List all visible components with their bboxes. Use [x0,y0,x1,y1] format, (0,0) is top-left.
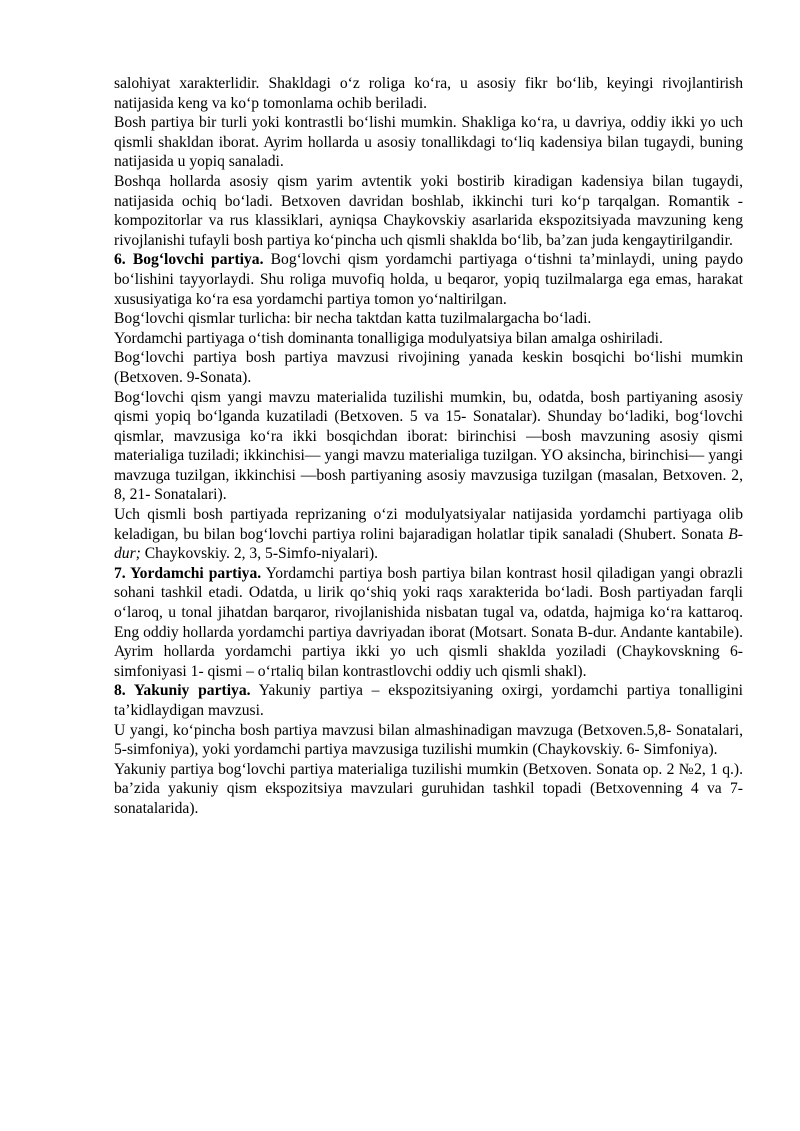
paragraph-text: U yangi, ko‘pincha bosh partiya mavzusi bilan almashinadigan mavzuga (Betxoven.5,8- Sonatalari, 5-simfoniya), yoki yordamchi partiya mavzusiga tuzilishi mumkin (Chaykovskiy. 6- Simfoniya). [114,721,743,759]
paragraph-text: Boshqa hollarda asosiy qism yarim avtentik yoki bostirib kiradigan kadensiya bilan tugaydi, natijasida ochiq bo‘ladi. Betxoven davridan boshlab, ikkinchi turi ko‘p tarqalgan. Romantik - kompozitorlar va rus klassiklari, ayniqsa Chaykovskiy asarlarida ekspozitsiyada mavzuning keng rivojlanishi tufayli bosh partiya ko‘pincha uch qismli shaklda bo‘lib, ba’zan juda kengaytirilgandir. [114,172,743,249]
section-heading-6: 6. Bog‘lovchi partiya. [114,251,264,269]
section-heading-8: 8. Yakuniy partiya. [114,682,251,700]
section-heading-7: 7. Yordamchi partiya. [114,564,262,582]
paragraph-9 [114,505,743,564]
paragraph-section-7 [114,564,743,682]
paragraph-text: Bosh partiya bir turli yoki kontrastli bo‘lishi mumkin. Shakliga ko‘ra, u davriya, oddiy ikki yo uch qismli shakldan iborat. Ayrim hollarda u asosiy tonallikdagi to‘liq kadensiya bilan tugaydi, buning natijasida u yopiq sanaladi. [114,114,743,171]
paragraph-text: Bog‘lovchi qism yangi mavzu materialida tuzilishi mumkin, bu, odatda, bosh partiyaning asosiy qismi yopiq bo‘lganda kuzatiladi (Betxoven. 5 va 15- Sonatalar). Shunday bo‘ladiki, bog‘lovchi qismlar, mavzusiga ko‘ra ikki bosqichdan iborat: birinchisi —bosh mavzuning asosiy qismi materialiga tuziladi; ikkinchisi— yangi mavzu materialiga tuzilgan. YO aksincha, birinchisi— yangi mavzuga tuzilgan, ikkinchisi —bosh partiyaning asosiy mavzusiga tuzilgan (masalan, Betxoven. 2, 8, 21- Sonatalari). [114,388,743,504]
paragraph-12 [114,721,743,760]
paragraph-text: Uch qismli bosh partiyada reprizaning o‘zi modulyatsiyalar natijasida yordamchi partiyaga olib keladigan, bu bilan bog‘lovchi partiya rolini bajaradigan holatlar tipik sanaladi (Shubert. Sonata [114,506,743,543]
paragraph-5 [114,309,743,329]
paragraph-8 [114,388,743,506]
paragraph-3 [114,172,743,250]
paragraph-2 [114,113,743,172]
paragraph-text: Bog‘lovchi qism yordamchi partiyaga o‘tishni ta’minlaydi, uning paydo bo‘lishini tayyorlaydi. Shu roliga muvofiq holda, u beqaror, yopiq tuzilmalarga ega emas, harakat xususiyatiga ko‘ra esa yordamchi partiya tomon yo‘naltirilgan. [114,251,743,308]
paragraph-text: Yordamchi partiyaga o‘tish dominanta tonalligiga modulyatsiya bilan amalga oshiriladi. [114,329,663,347]
paragraph-7 [114,348,743,387]
paragraph-text-tail: Chaykovskiy. 2, 3, 5-Simfo-niyalari). [140,545,379,563]
document-page [114,74,743,819]
paragraph-text: Bog‘lovchi partiya bosh partiya mavzusi rivojining yanada keskin bosqichi bo‘lishi mumkin (Betxoven. 9-Sonata). [114,349,743,386]
paragraph-text: Yordamchi partiya bosh partiya bilan kontrast hosil qiladigan yangi obrazli sohani tashkil etadi. Odatda, u lirik qo‘shiq yoki raqs xarakterida bo‘ladi. Bosh partiyadan farqli o‘laroq, u tonal jihatdan barqaror, rivojlanishida nisbatan tugal va, odatda, hajmiga ko‘ra kattaroq. Eng oddiy hollarda yordamchi partiya davriyadan iborat (Motsart. Sonata B-dur. Andante kantabile). Ayrim hollarda yordamchi partiya ikki yo uch qismli shaklda yoziladi (Chaykovskning 6- simfoniyasi 1- qismi – o‘rtaliq bilan kontrastlovchi oddiy uch qismli shakl). [114,564,743,680]
paragraph-text: Yakuniy partiya – ekspozitsiyaning oxirgi, yordamchi partiya tonalligini ta’kidlaydigan mavzusi. [114,682,743,719]
paragraph-13 [114,760,743,819]
paragraph-text: salohiyat xarakterlidir. Shakldagi o‘z roliga ko‘ra, u asosiy fikr bo‘lib, keyingi rivojlantirish natijasida keng va ko‘p tomonlama ochib beriladi. [114,75,743,112]
paragraph-text: Bog‘lovchi qismlar turlicha: bir necha taktdan katta tuzilmalargacha bo‘ladi. [114,310,592,328]
paragraph-6 [114,329,743,349]
italic-key-name: B-dur; [114,525,743,563]
paragraph-section-8 [114,681,743,720]
paragraph-text: Yakuniy partiya bog‘lovchi partiya materialiga tuzilishi mumkin (Betxoven. Sonata op. 2 №2, 1 q.). ba’zida yakuniy qism ekspozitsiya mavzulari guruhidan tashkil topadi (Betxovenning 4 va 7- sonatalarida). [114,760,743,817]
paragraph-1 [114,74,743,113]
paragraph-section-6 [114,250,743,309]
